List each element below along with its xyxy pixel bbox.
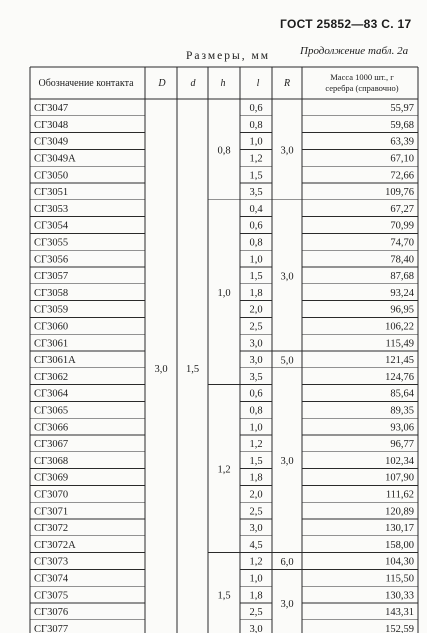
cell-mass: 106,22 — [385, 321, 414, 333]
cell-l: 0,6 — [249, 220, 263, 232]
cell-mass: 158,00 — [385, 539, 414, 551]
contact-designation: СГ3059 — [34, 304, 69, 316]
cell-mass: 124,76 — [385, 371, 414, 383]
contact-designation: СГ3073 — [34, 556, 69, 568]
contact-designation: СГ3049 — [34, 136, 69, 148]
cell-h: 1,0 — [217, 288, 231, 300]
contact-designation: СГ3065 — [34, 405, 69, 417]
cell-l: 1,8 — [249, 590, 263, 602]
header-h: h — [220, 78, 226, 89]
cell-l: 0,4 — [249, 203, 263, 215]
contact-designation: СГ3067 — [34, 439, 69, 451]
cell-mass: 72,66 — [390, 170, 414, 182]
cell-l: 4,5 — [249, 539, 263, 551]
contact-designation: СГ3061 — [34, 338, 69, 350]
cell-mass: 78,40 — [390, 254, 414, 266]
cell-mass: 70,99 — [390, 220, 414, 232]
cell-R: 3,0 — [280, 599, 294, 610]
cell-mass: 63,39 — [390, 136, 414, 148]
cell-l: 2,5 — [249, 506, 263, 518]
continuation-note: Продолжение табл. 2а — [300, 45, 409, 57]
contact-designation: СГ3057 — [34, 271, 69, 283]
cell-l: 3,0 — [249, 623, 263, 633]
cell-h: 1,5 — [217, 590, 231, 602]
contact-designation: СГ3047 — [34, 103, 69, 115]
cell-mass: 85,64 — [390, 388, 414, 400]
cell-l: 0,8 — [249, 405, 263, 417]
cell-l: 0,8 — [249, 119, 263, 131]
header-mass-line1: Масса 1000 шт., г — [330, 72, 394, 82]
cell-mass: 107,90 — [385, 472, 414, 484]
cell-l: 1,0 — [249, 422, 263, 434]
contact-designation: СГ3075 — [34, 590, 69, 602]
contact-designation: СГ3061А — [34, 355, 76, 367]
cell-l: 2,5 — [249, 607, 263, 619]
cell-mass: 96,95 — [390, 304, 414, 316]
cell-l: 1,8 — [249, 287, 263, 299]
cell-mass: 109,76 — [385, 187, 414, 199]
cell-R: 5,0 — [280, 355, 294, 367]
cell-l: 2,0 — [249, 489, 263, 501]
header-designation: Обозначение контакта — [38, 78, 134, 89]
cell-h: 0,8 — [217, 145, 231, 157]
contact-designation: СГ3053 — [34, 203, 69, 215]
cell-mass: 120,89 — [385, 506, 414, 518]
cell-mass: 67,10 — [390, 153, 414, 165]
cell-mass: 74,70 — [390, 237, 414, 249]
cell-mass: 115,50 — [385, 573, 414, 585]
cell-mass: 67,27 — [390, 203, 414, 215]
cell-l: 3,0 — [249, 523, 263, 535]
cell-mass: 96,77 — [390, 439, 414, 451]
contact-designation: СГ3071 — [34, 506, 69, 518]
table-header — [38, 72, 398, 93]
cell-l: 0,6 — [249, 103, 263, 115]
cell-mass: 102,34 — [385, 455, 414, 467]
standard-reference: ГОСТ 25852—83 С. 17 — [280, 17, 412, 31]
cell-l: 2,0 — [249, 304, 263, 316]
contact-designation: СГ3050 — [34, 170, 69, 182]
cell-R: 3,0 — [280, 271, 294, 283]
header-D: D — [158, 78, 166, 89]
cell-l: 3,0 — [249, 355, 263, 367]
contact-designation: СГ3077 — [34, 623, 69, 633]
cell-l: 1,2 — [249, 439, 263, 451]
contact-designation: СГ3064 — [34, 388, 69, 400]
cell-l: 3,5 — [249, 371, 263, 383]
cell-mass: 130,17 — [385, 523, 414, 535]
cell-mass: 93,06 — [390, 422, 414, 434]
cell-R: 3,0 — [280, 145, 294, 157]
cell-mass: 143,31 — [385, 607, 414, 619]
contact-designation: СГ3062 — [34, 371, 69, 383]
cell-R: 6,0 — [280, 557, 294, 568]
cell-mass: 130,33 — [385, 590, 414, 602]
cell-l: 0,6 — [249, 388, 263, 400]
cell-l: 1,2 — [249, 556, 263, 568]
contact-designation: СГ3066 — [34, 422, 69, 434]
contact-designation: СГ3074 — [34, 573, 69, 585]
cell-mass: 89,35 — [390, 405, 414, 417]
header-l: l — [256, 78, 260, 89]
cell-d: 1,5 — [185, 363, 200, 375]
cell-mass: 93,24 — [390, 287, 414, 299]
contact-designation: СГ3054 — [34, 220, 69, 232]
cell-l: 0,8 — [249, 237, 263, 249]
cell-l: 1,5 — [249, 271, 263, 283]
cell-mass: 55,97 — [390, 103, 414, 115]
cell-mass: 87,68 — [390, 271, 414, 283]
cell-mass: 104,30 — [385, 556, 414, 568]
cell-l: 3,5 — [249, 187, 263, 199]
cell-mass: 115,49 — [385, 338, 414, 350]
cell-l: 1,0 — [249, 136, 263, 148]
cell-mass: 152,59 — [385, 623, 414, 633]
contact-designation: СГ3056 — [34, 254, 69, 266]
cell-R: 3,0 — [280, 456, 294, 468]
cell-l: 1,8 — [249, 472, 263, 484]
contact-designation: СГ3048 — [34, 119, 69, 131]
cell-h: 1,2 — [217, 464, 231, 476]
contact-designation: СГ3051 — [34, 187, 69, 199]
contact-designation: СГ3070 — [34, 489, 69, 501]
cell-D: 3,0 — [154, 363, 168, 375]
cell-mass: 111,62 — [385, 489, 414, 501]
contact-designation: СГ3076 — [34, 607, 69, 619]
contact-designation: СГ3055 — [34, 237, 69, 249]
cell-l: 3,0 — [249, 338, 263, 350]
header-mass-line2: серебра (справочно) — [325, 83, 399, 93]
contact-designation: СГ3058 — [34, 287, 69, 299]
contact-designation: СГ3068 — [34, 455, 69, 467]
cell-l: 1,0 — [249, 573, 263, 585]
contact-designation: СГ3072А — [34, 539, 76, 551]
cell-l: 1,5 — [249, 170, 263, 182]
sizes-caption: Размеры, мм — [186, 50, 271, 62]
contact-designation: СГ3049А — [34, 153, 76, 165]
contact-designation: СГ3060 — [34, 321, 69, 333]
header-d: d — [190, 78, 196, 89]
contact-designation: СГ3069 — [34, 472, 69, 484]
cell-mass: 121,45 — [385, 355, 414, 367]
cell-l: 1,5 — [249, 455, 263, 467]
cell-l: 2,5 — [249, 321, 263, 333]
contact-designation: СГ3072 — [34, 523, 69, 535]
cell-l: 1,0 — [249, 254, 263, 266]
cell-mass: 59,68 — [390, 119, 414, 131]
header-R: R — [283, 78, 291, 89]
cell-l: 1,2 — [249, 153, 263, 165]
